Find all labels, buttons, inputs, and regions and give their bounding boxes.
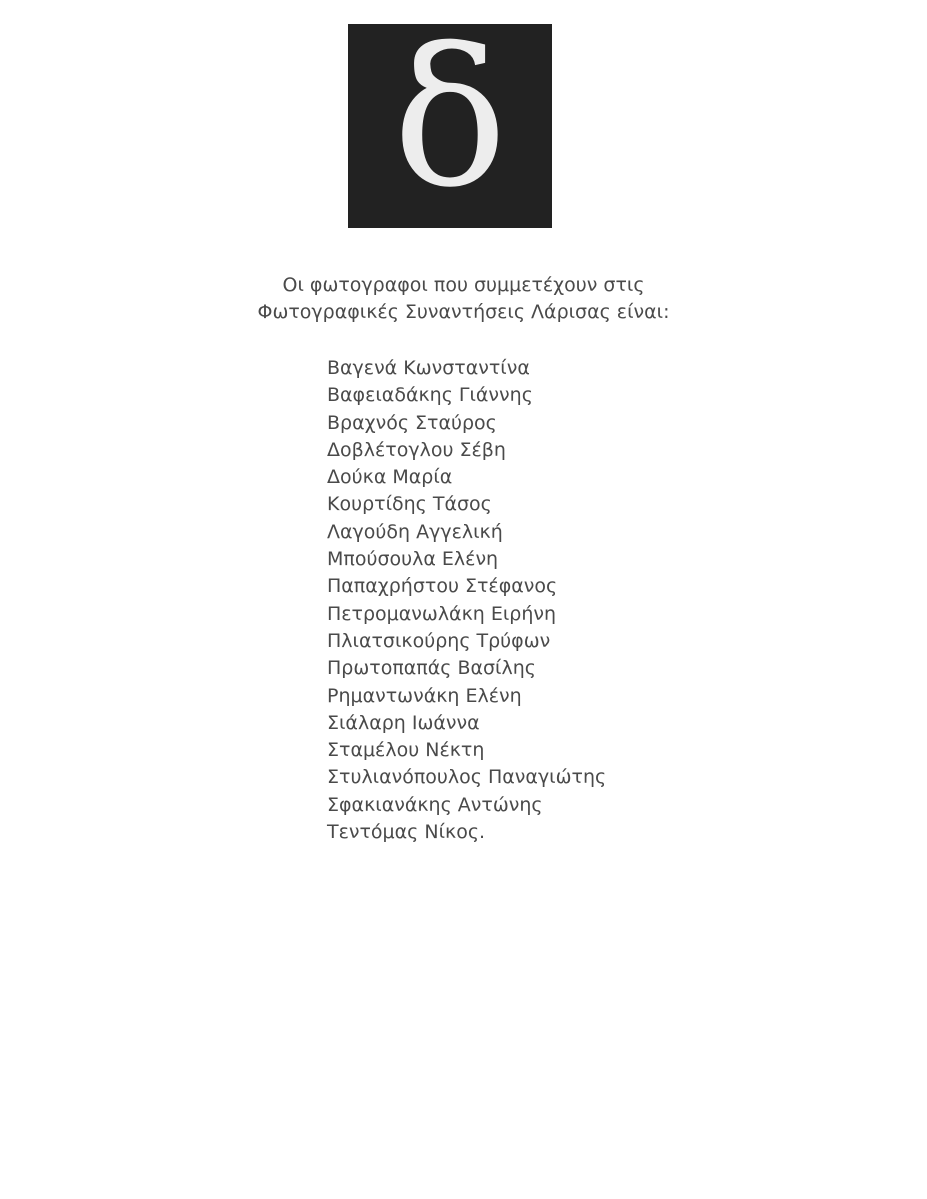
photographer-name: Λαγούδη Αγγελική (327, 520, 503, 543)
photographer-name: Δούκα Μαρία (327, 466, 453, 489)
photographer-name: Σφακιανάκης Αντώνης (327, 793, 543, 816)
photographer-name: Πλιατσικούρης Τρύφων (327, 629, 551, 652)
photographer-name: Βαγενά Κωνσταντίνα (327, 357, 530, 379)
photographer-name: Σταμέλου Νέκτη (327, 739, 485, 762)
intro-line-2: Φωτογραφικές Συναντήσεις Λάρισας είναι: (257, 301, 670, 323)
photographer-name: Βαφειαδάκης Γιάννης (327, 384, 533, 407)
intro-line-1: Οι φωτογραφοι που συμμετέχουν στις (282, 274, 645, 296)
photographer-name: Ρημαντωνάκη Ελένη (327, 684, 522, 707)
photographer-name: Τεντόμας Νίκος. (327, 821, 486, 844)
photographer-list (327, 355, 606, 846)
intro-text (0, 272, 927, 326)
logo (348, 24, 552, 228)
photographer-name: Πετρομανωλάκη Ειρήνη (327, 602, 557, 625)
photographer-name: Σιάλαρη Ιωάννα (327, 711, 480, 734)
photographer-name: Βραχνός Σταύρος (327, 411, 497, 434)
photographer-name: Στυλιανόπουλος Παναγιώτης (327, 766, 607, 789)
photographer-name: Μπούσουλα Ελένη (327, 548, 499, 571)
photographer-name: Δοβλέτογλου Σέβη (327, 438, 506, 461)
photographer-name: Κουρτίδης Τάσος (327, 493, 492, 516)
photographer-name: Πρωτοπαπάς Βασίλης (327, 657, 536, 680)
delta-logo-icon: δ (392, 24, 508, 228)
photographer-name: Παπαχρήστου Στέφανος (327, 575, 558, 598)
